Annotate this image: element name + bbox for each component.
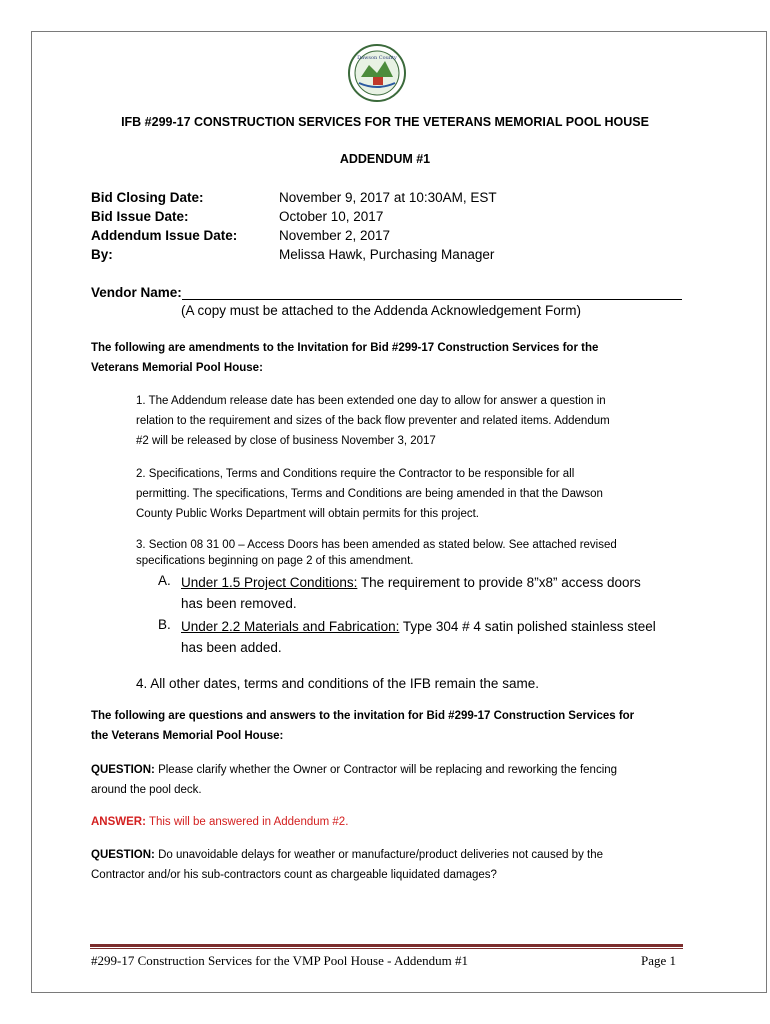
answer-1: [91, 812, 348, 832]
footer-document-name: #299-17 Construction Services for the VMP Pool House - Addendum #1: [91, 953, 468, 968]
sub-item-a: [181, 572, 641, 614]
question-text-line2: around the pool deck.: [91, 784, 202, 796]
amendment-line: #2 will be released by close of business November 3, 2017: [136, 435, 436, 447]
svg-text:Dawson County: Dawson County: [357, 55, 397, 61]
question-2: [91, 845, 603, 885]
amendment-line: 1. The Addendum release date has been extended one day to allow for answer a question in: [136, 395, 606, 407]
sub-item-text: Type 304 # 4 satin polished stainless steel: [399, 619, 656, 634]
amendment-item-2: [136, 464, 603, 524]
question-label: QUESTION:: [91, 849, 155, 861]
answer-label: ANSWER:: [91, 816, 146, 828]
amendments-intro-line: The following are amendments to the Invitation for Bid #299-17 Construction Services for the: [91, 342, 599, 354]
sub-item-text-line2: has been added.: [181, 640, 282, 655]
footer-rule-thin: [90, 948, 683, 949]
vendor-name-blank-line[interactable]: [182, 299, 682, 300]
vendor-note: (A copy must be attached to the Addenda Acknowledgement Form): [181, 303, 581, 318]
question-text: Please clarify whether the Owner or Contractor will be replacing and reworking the fencing: [154, 764, 618, 776]
sub-item-text-line2: has been removed.: [181, 596, 297, 611]
meta-label: Addendum Issue Date:: [91, 228, 238, 243]
footer-page-number: Page 1: [641, 953, 677, 968]
amendments-intro-line: Veterans Memorial Pool House:: [91, 362, 263, 374]
meta-label: Bid Closing Date:: [91, 190, 204, 205]
amendment-line: permitting. The specifications, Terms and Conditions are being amended in that the Dawson: [136, 488, 603, 500]
amendment-line: 2. Specifications, Terms and Conditions require the Contractor to be responsible for all: [136, 468, 575, 480]
sub-item-text: The requirement to provide 8”x8” access doors: [357, 575, 641, 590]
sub-item-heading: Under 1.5 Project Conditions:: [181, 575, 358, 590]
document-title: IFB #299-17 CONSTRUCTION SERVICES FOR THE VETERANS MEMORIAL POOL HOUSE: [121, 115, 649, 129]
meta-value: Melissa Hawk, Purchasing Manager: [279, 247, 495, 262]
meta-label: By:: [91, 247, 113, 262]
question-label: QUESTION:: [91, 764, 155, 776]
amendment-item-4: 4. All other dates, terms and conditions of the IFB remain the same.: [136, 676, 539, 691]
qa-intro-line: The following are questions and answers to the invitation for Bid #299-17 Construction Services for: [91, 710, 635, 722]
sub-item-a-marker: A.: [158, 573, 171, 588]
vendor-name-label: Vendor Name:: [91, 285, 182, 300]
sub-item-heading: Under 2.2 Materials and Fabrication:: [181, 619, 400, 634]
amendment-line: specifications beginning on page 2 of this amendment.: [136, 555, 414, 567]
amendment-item-1: [136, 391, 610, 451]
addendum-title: ADDENDUM #1: [339, 152, 431, 166]
sub-item-b: [181, 616, 656, 658]
amendment-line: County Public Works Department will obtain permits for this project.: [136, 508, 480, 520]
meta-value: November 2, 2017: [279, 228, 391, 243]
meta-value: October 10, 2017: [279, 209, 384, 224]
amendment-line: relation to the requirement and sizes of the back flow preventer and related items. Addendum: [136, 415, 610, 427]
footer-rule-thick: [90, 944, 683, 947]
question-text: Do unavoidable delays for weather or manufacture/product deliveries not caused by the: [154, 849, 604, 861]
amendments-intro: [91, 338, 598, 378]
qa-intro: [91, 706, 634, 746]
question-1: [91, 760, 617, 800]
meta-value: November 9, 2017 at 10:30AM, EST: [279, 190, 497, 205]
meta-label: Bid Issue Date:: [91, 209, 189, 224]
answer-text: This will be answered in Addendum #2.: [145, 816, 349, 828]
sub-item-b-marker: B.: [158, 617, 171, 632]
amendment-line: 3. Section 08 31 00 – Access Doors has been amended as stated below. See attached revised: [136, 539, 617, 551]
question-text-line2: Contractor and/or his sub-contractors count as chargeable liquidated damages?: [91, 869, 497, 881]
qa-intro-line: the Veterans Memorial Pool House:: [91, 730, 284, 742]
county-seal-logo: [347, 43, 407, 103]
amendment-item-3: [136, 537, 617, 569]
